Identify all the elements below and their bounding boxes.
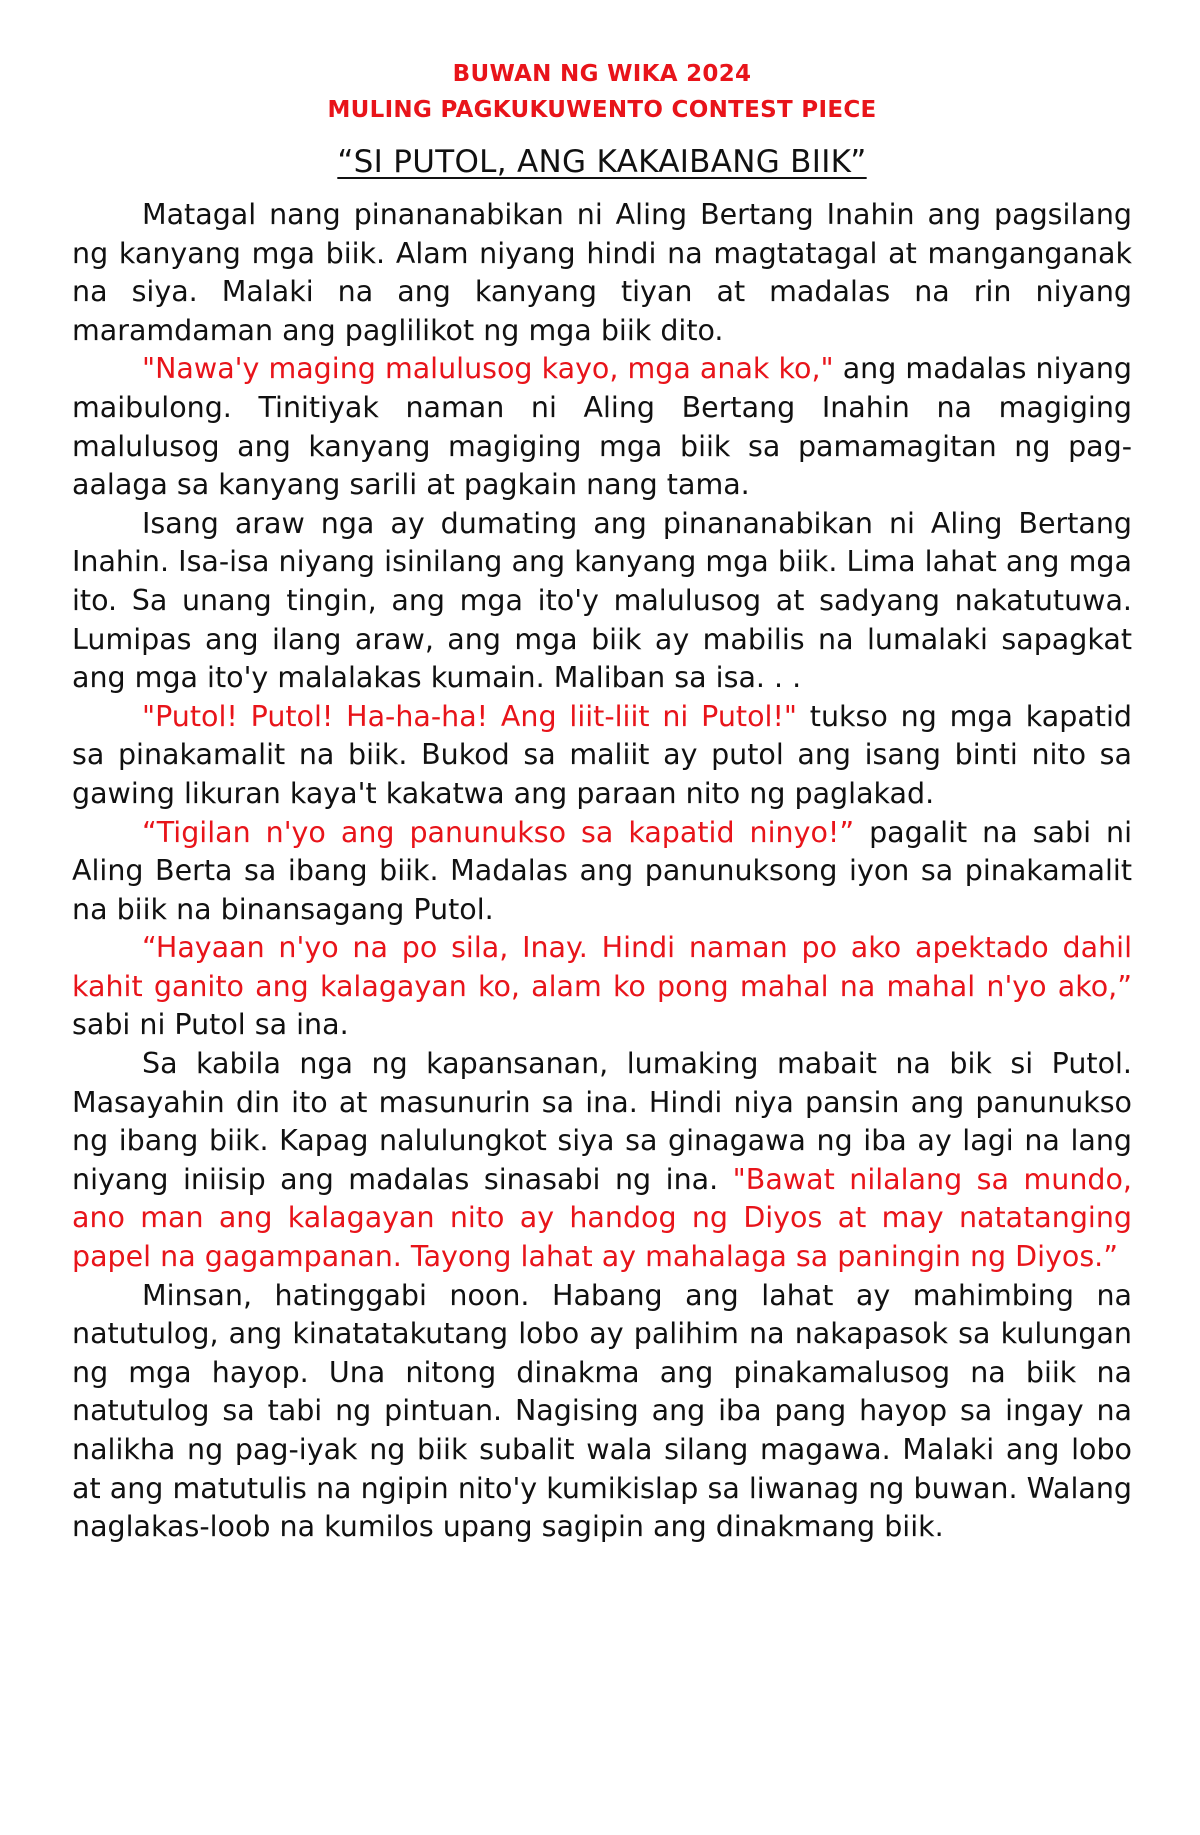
header-contest-line: MULING PAGKUKUWENTO CONTEST PIECE xyxy=(327,97,877,123)
paragraph-6 xyxy=(72,929,1132,1045)
header-event-line: BUWAN NG WIKA 2024 xyxy=(452,61,752,87)
dialogue-quote: “Tigilan n'yo ang panunukso sa kapatid ninyo!” xyxy=(142,815,855,849)
document-header xyxy=(72,56,1132,128)
paragraph-8 xyxy=(72,1277,1132,1547)
dialogue-quote: "Nawa'y maging malulusog kayo, mga anak ko," xyxy=(142,352,834,386)
paragraph-5 xyxy=(72,814,1132,930)
dialogue-quote: “Hayaan n'yo na po sila, Inay. Hindi naman po ako apektado dahil kahit ganito ang kalagayan ko, alam ko pong mahal na mahal n'yo ako,” xyxy=(72,931,1132,1003)
narration-text: Sa kabila nga ng kapansanan, lumaking mabait na bik si Putol. Masayahin din ito at masunurin sa ina. Hindi niya pansin ang panunukso ng ibang biik. Kapag nalulungkot siya sa ginagawa ng iba ay lagi na lang niyang iniisip ang madalas sinasabi ng ina. xyxy=(72,1047,1132,1196)
dialogue-quote: "Putol! Putol! Ha-ha-ha! Ang liit-liit ni Putol!" xyxy=(142,699,797,733)
narration-text: Matagal nang pinananabikan ni Aling Bertang Inahin ang pagsilang ng kanyang mga biik. Alam niyang hindi na magtatagal at manganganak na siya. Malaki na ang kanyang tiyan at madalas na rin niyang maramdaman ang paglilikot ng mga biik dito. xyxy=(72,198,1132,347)
narration-text: tukso ng mga kapatid sa pinakamalit na biik. Bukod sa maliit ay putol ang isang binti nito sa gawing likuran kaya't kakatwa ang paraan nito ng paglakad. xyxy=(72,699,1132,810)
narration-text: Isang araw nga ay dumating ang pinananabikan ni Aling Bertang Inahin. Isa-isa niyang isinilang ang kanyang mga biik. Lima lahat ang mga ito. Sa unang tingin, ang mga ito'y malulusog at sadyang nakatutuwa. Lumipas ang ilang araw, ang mga biik ay mabilis na lumalaki sapagkat ang mga ito'y malalakas kumain. Maliban sa isa. . . xyxy=(72,506,1132,695)
story-body xyxy=(72,196,1132,1547)
narration-text: Minsan, hatinggabi noon. Habang ang lahat ay mahimbing na natutulog, ang kinatatakutang lobo ay palihim na nakapasok sa kulungan ng mga hayop. Una nitong dinakma ang pinakamalusog na biik na natutulog sa tabi ng pintuan. Nagising ang iba pang hayop sa ingay na nalikha ng pag-iyak ng biik subalit wala silang magawa. Malaki ang lobo at ang matutulis na ngipin nito'y kumikislap sa liwanag ng buwan. Walang naglakas-loob na kumilos upang sagipin ang dinakmang biik. xyxy=(72,1278,1132,1544)
paragraph-1 xyxy=(72,196,1132,350)
narration-text: sabi ni Putol sa ina. xyxy=(72,1008,349,1042)
paragraph-3 xyxy=(72,505,1132,698)
paragraph-7 xyxy=(72,1045,1132,1277)
narration-text: pagalit na sabi ni Aling Berta sa ibang biik. Madalas ang panunuksong iyon sa pinakamalit na biik na binansagang Putol. xyxy=(72,815,1132,926)
story-title: “SI PUTOL, ANG KAKAIBANG BIIK” xyxy=(337,144,867,180)
narration-text: ang madalas niyang maibulong. Tinitiyak naman ni Aling Bertang Inahin na magiging malulusog ang kanyang magiging mga biik sa pamamagitan ng pag-aalaga sa kanyang sarili at pagkain nang tama. xyxy=(72,352,1132,502)
paragraph-4 xyxy=(72,698,1132,814)
document-page xyxy=(72,56,1132,1547)
dialogue-quote: "Bawat nilalang sa mundo, ano man ang kalagayan nito ay handog ng Diyos at may natatanging papel na gagampanan. Tayong lahat ay mahalaga sa paningin ng Diyos.” xyxy=(72,1162,1132,1274)
paragraph-2 xyxy=(72,350,1132,504)
